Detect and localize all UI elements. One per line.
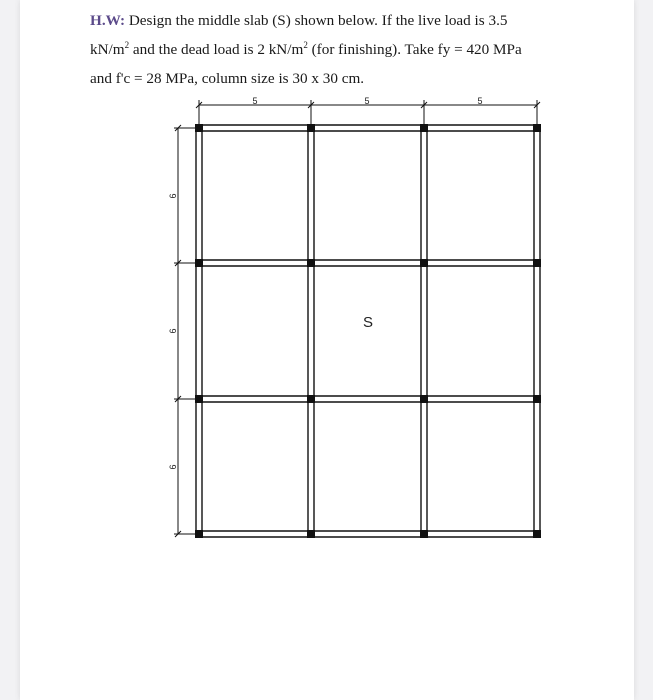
dim-width-2: 5 — [364, 96, 370, 106]
dim-width-3: 5 — [477, 96, 483, 106]
beam-col-left — [196, 125, 202, 537]
columns — [195, 124, 541, 538]
homework-label: H.W: — [90, 12, 126, 29]
dim-height-3: 6 — [168, 464, 178, 470]
beam-row-2 — [196, 260, 540, 266]
dim-height-1: 6 — [168, 193, 178, 199]
beam-col-right — [534, 125, 540, 537]
beam-row-3 — [196, 396, 540, 402]
beam-col-3 — [421, 125, 427, 537]
dim-height-2: 6 — [168, 328, 178, 334]
problem-line-3: and f'c = 28 MPa, column size is 30 x 30 cm. — [90, 70, 365, 87]
problem-line-2: $kN/m^2$ and the dead load is 2 $kN/m^2$ (for finishing). Take fy = 420 MPa — [90, 39, 522, 58]
problem-line-1-text: Design the middle slab (S) shown below. If the live load is 3.5 — [128, 12, 508, 29]
beam-row-bottom — [196, 531, 540, 537]
middle-slab-label: S — [362, 314, 374, 331]
beam-row-top — [196, 125, 540, 131]
beam-col-2 — [308, 125, 314, 537]
dim-width-1: 5 — [252, 96, 258, 106]
